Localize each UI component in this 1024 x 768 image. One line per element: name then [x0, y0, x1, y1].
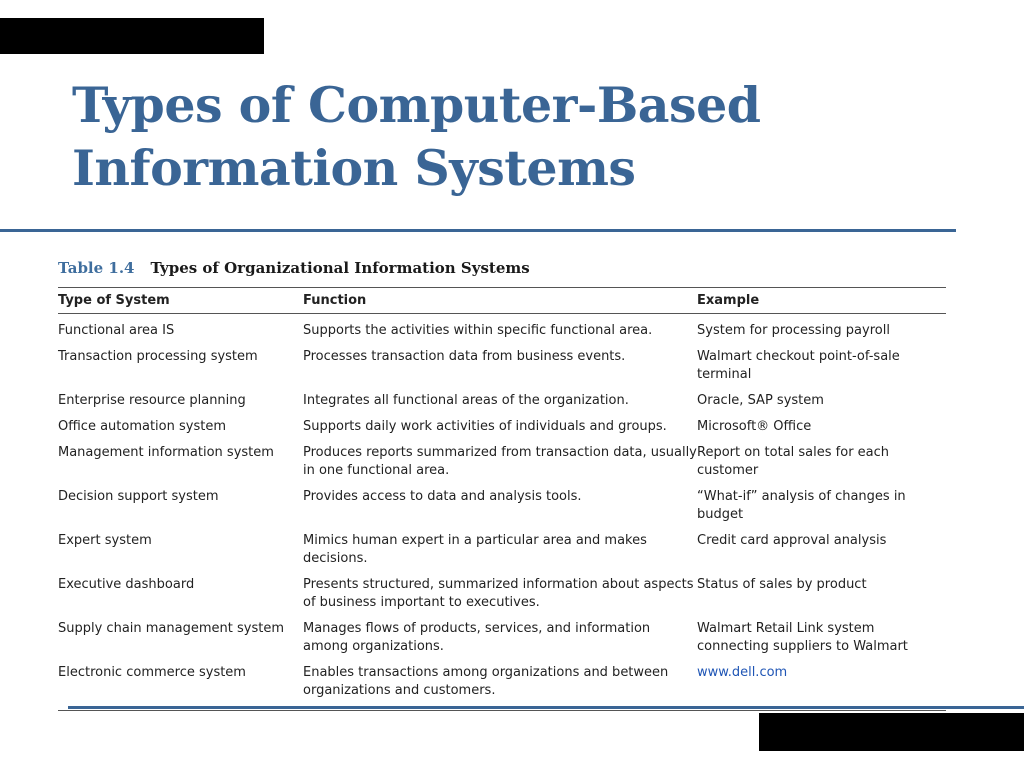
table-row [58, 616, 946, 660]
cell-type: Executive dashboard [58, 577, 195, 592]
cell-example: Walmart Retail Link system connecting suppliers to Walmart [697, 621, 908, 654]
table-row [58, 484, 946, 528]
decorative-bottom-bar [759, 713, 1024, 751]
table-row [58, 318, 946, 344]
table-row [58, 414, 946, 440]
table-row [58, 440, 946, 484]
cell-function: Presents structured, summarized information about aspects of business important to executives. [303, 577, 694, 610]
title-divider [0, 229, 956, 232]
cell-type: Supply chain management system [58, 621, 284, 636]
cell-type: Decision support system [58, 489, 219, 504]
cell-example: System for processing payroll [697, 323, 890, 338]
table-row [58, 528, 946, 572]
title-line-2: Information Systems [72, 139, 636, 197]
cell-example: Oracle, SAP system [697, 393, 824, 408]
cell-example: Microsoft® Office [697, 419, 812, 434]
cell-example: Walmart checkout point-of-sale terminal [697, 349, 900, 382]
cell-example: Credit card approval analysis [697, 533, 887, 548]
table-body [58, 314, 946, 710]
cell-type: Expert system [58, 533, 152, 548]
decorative-top-bar [0, 18, 264, 54]
table-caption-text: Types of Organizational Information Systems [150, 259, 530, 277]
table-header-row [58, 288, 946, 314]
cell-type: Office automation system [58, 419, 226, 434]
dell-website-link[interactable]: www.dell.com [697, 665, 788, 680]
cell-function: Provides access to data and analysis tools. [303, 489, 582, 504]
header-example: Example [697, 292, 760, 308]
info-systems-table [58, 287, 946, 711]
table-row [58, 344, 946, 388]
table-number: Table 1.4 [58, 259, 135, 277]
cell-function: Mimics human expert in a particular area and makes decisions. [303, 533, 647, 566]
title-line-1: Types of Computer-Based [72, 76, 761, 134]
cell-function: Produces reports summarized from transaction data, usually in one functional area. [303, 445, 697, 478]
cell-function: Processes transaction data from business events. [303, 349, 626, 364]
cell-example: Report on total sales for each customer [697, 445, 890, 478]
header-type: Type of System [58, 292, 170, 308]
table-row [58, 388, 946, 414]
cell-type: Management information system [58, 445, 274, 460]
table-row [58, 660, 946, 704]
cell-example: “What-if” analysis of changes in budget [697, 489, 906, 522]
cell-type: Transaction processing system [58, 349, 258, 364]
cell-type: Functional area IS [58, 323, 175, 338]
cell-type: Electronic commerce system [58, 665, 246, 680]
cell-function: Supports the activities within specific functional area. [303, 323, 653, 338]
cell-function: Enables transactions among organizations and between organizations and customers. [303, 665, 669, 698]
cell-function: Integrates all functional areas of the organization. [303, 393, 629, 408]
cell-function: Manages flows of products, services, and information among organizations. [303, 621, 651, 654]
slide-title [72, 74, 761, 200]
table-caption [58, 259, 530, 277]
cell-type: Enterprise resource planning [58, 393, 246, 408]
footer-divider [68, 706, 1024, 709]
cell-function: Supports daily work activities of individuals and groups. [303, 419, 667, 434]
cell-example: Status of sales by product [697, 577, 867, 592]
header-function: Function [303, 292, 367, 308]
table-row [58, 572, 946, 616]
